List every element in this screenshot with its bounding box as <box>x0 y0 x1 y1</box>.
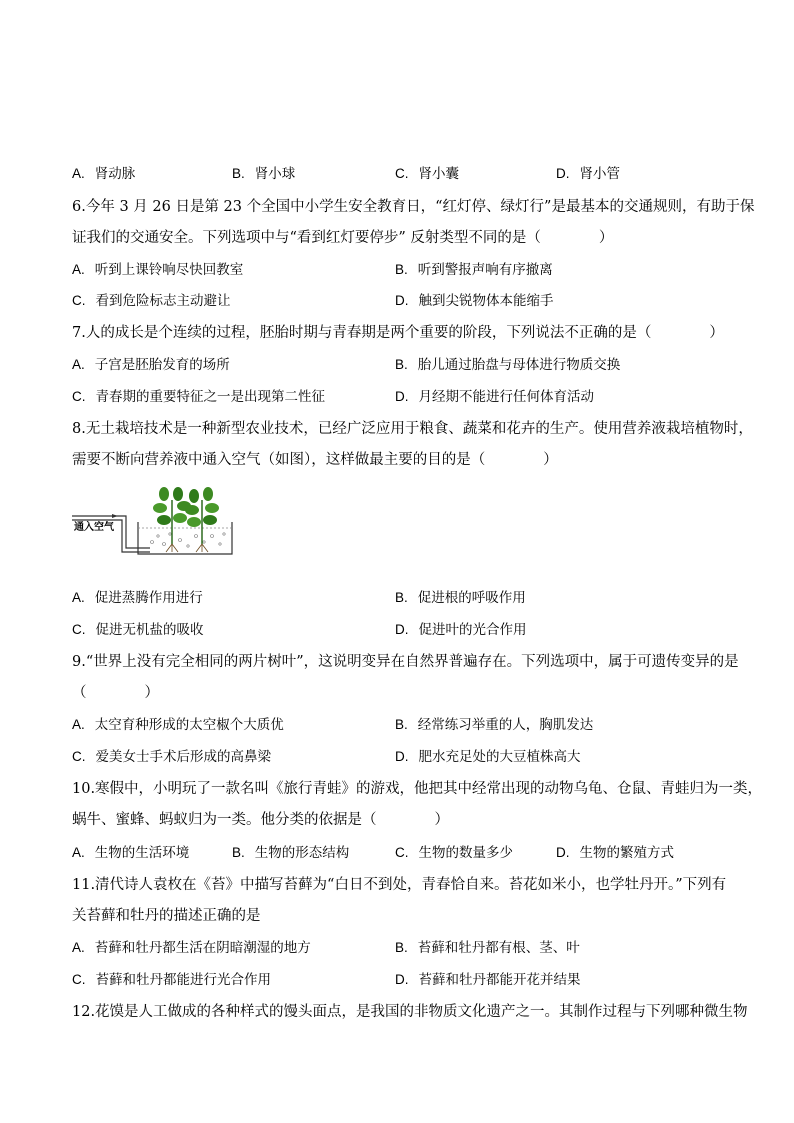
q6-stem-line1: 6.今年 3 月 26 日是第 23 个全国中小学生安全教育日，“红灯停、绿灯行”是最基本的交通规则，有助于保 <box>72 199 755 215</box>
q9-option-c: C. 爱美女士手术后形成的高鼻梁 <box>72 749 271 765</box>
q7-stem-line1: 7.人的成长是个连续的过程，胚胎时期与青春期是两个重要的阶段，下列说法不正确的是（ ） <box>72 325 724 341</box>
plant-icon <box>153 487 191 552</box>
q5-option-a: A. 肾动脉 <box>72 166 136 182</box>
q9-option-a: A. 太空育种形成的太空椒个大质优 <box>72 717 284 733</box>
q11-option-a: A. 苔藓和牡丹都生活在阴暗潮湿的地方 <box>72 940 311 956</box>
q6-option-d: D. 触到尖锐物体本能缩手 <box>395 293 554 309</box>
q7-option-a: A. 子宫是胚胎发育的场所 <box>72 357 230 373</box>
q5-option-b: B. 肾小球 <box>232 166 296 182</box>
q6-option-b: B. 听到警报声响有序撤离 <box>395 262 553 278</box>
q10-stem-line1: 10.寒假中，小明玩了一款名叫《旅行青蛙》的游戏，他把其中经常出现的动物乌龟、仓鼠、青蛙归为一类， <box>72 781 763 797</box>
q11-option-c: C. 苔藓和牡丹都能进行光合作用 <box>72 972 271 988</box>
q6-option-c: C. 看到危险标志主动避让 <box>72 293 231 309</box>
q11-stem-line2: 关苔藓和牡丹的描述正确的是 <box>72 908 261 924</box>
q12-stem-line1: 12.花馍是人工做成的各种样式的馒头面点，是我国的非物质文化遗产之一。其制作过程与下列哪种微生物 <box>72 1004 748 1020</box>
q6-stem-line2: 证我们的交通安全。下列选项中与“看到红灯要停步” 反射类型不同的是（ ） <box>72 230 614 246</box>
q8-stem-line2: 需要不断向营养液中通入空气（如图），这样做最主要的目的是（ ） <box>72 452 558 468</box>
q9-stem-line1: 9.“世界上没有完全相同的两片树叶”，这说明变异在自然界普遍存在。下列选项中，属于可遗传变异的是 <box>72 654 739 670</box>
q8-option-b: B. 促进根的呼吸作用 <box>395 590 526 606</box>
q11-option-b: B. 苔藓和牡丹都有根、茎、叶 <box>395 940 580 956</box>
q10-option-a: A. 生物的生活环境 <box>72 845 190 861</box>
q7-option-d: D. 月经期不能进行任何体育活动 <box>395 389 594 405</box>
q9-option-b: B. 经常练习举重的人，胸肌发达 <box>395 717 594 733</box>
air-inlet-label: 通入空气 <box>74 522 114 533</box>
q10-stem-line2: 蜗牛、蜜蜂、蚂蚁归为一类。他分类的依据是（ ） <box>72 812 449 828</box>
q9-stem-line2: （ ） <box>72 685 159 701</box>
plant-icon <box>185 487 219 552</box>
q7-option-c: C. 青春期的重要特征之一是出现第二性征 <box>72 389 325 405</box>
arrow-icon <box>112 514 118 518</box>
q8-option-d: D. 促进叶的光合作用 <box>395 622 527 638</box>
q7-option-b: B. 胎儿通过胎盘与母体进行物质交换 <box>395 357 621 373</box>
q10-option-c: C. 生物的数量多少 <box>395 845 513 861</box>
q10-option-b: B. 生物的形态结构 <box>232 845 350 861</box>
q5-option-d: D. 肾小管 <box>556 166 620 182</box>
q5-option-c: C. 肾小囊 <box>395 166 459 182</box>
q11-stem-line1: 11.清代诗人袁枚在《苔》中描写苔藓为“白日不到处，青春恰自来。苔花如米小，也学牡丹开。”下列有 <box>72 877 727 893</box>
q9-option-d: D. 肥水充足处的大豆植株高大 <box>395 749 581 765</box>
q8-option-c: C. 促进无机盐的吸收 <box>72 622 204 638</box>
q6-option-a: A. 听到上课铃响尽快回教室 <box>72 262 244 278</box>
container <box>138 522 232 554</box>
q11-option-d: D. 苔藓和牡丹都能开花并结果 <box>395 972 581 988</box>
q8-option-a: A. 促进蒸腾作用进行 <box>72 590 203 606</box>
hydroponics-figure <box>72 486 242 556</box>
q8-stem-line1: 8.无土栽培技术是一种新型农业技术，已经广泛应用于粮食、蔬菜和花卉的生产。使用营养液栽培植物时， <box>72 421 753 437</box>
q10-option-d: D. 生物的繁殖方式 <box>556 845 674 861</box>
air-bubbles <box>151 533 226 547</box>
